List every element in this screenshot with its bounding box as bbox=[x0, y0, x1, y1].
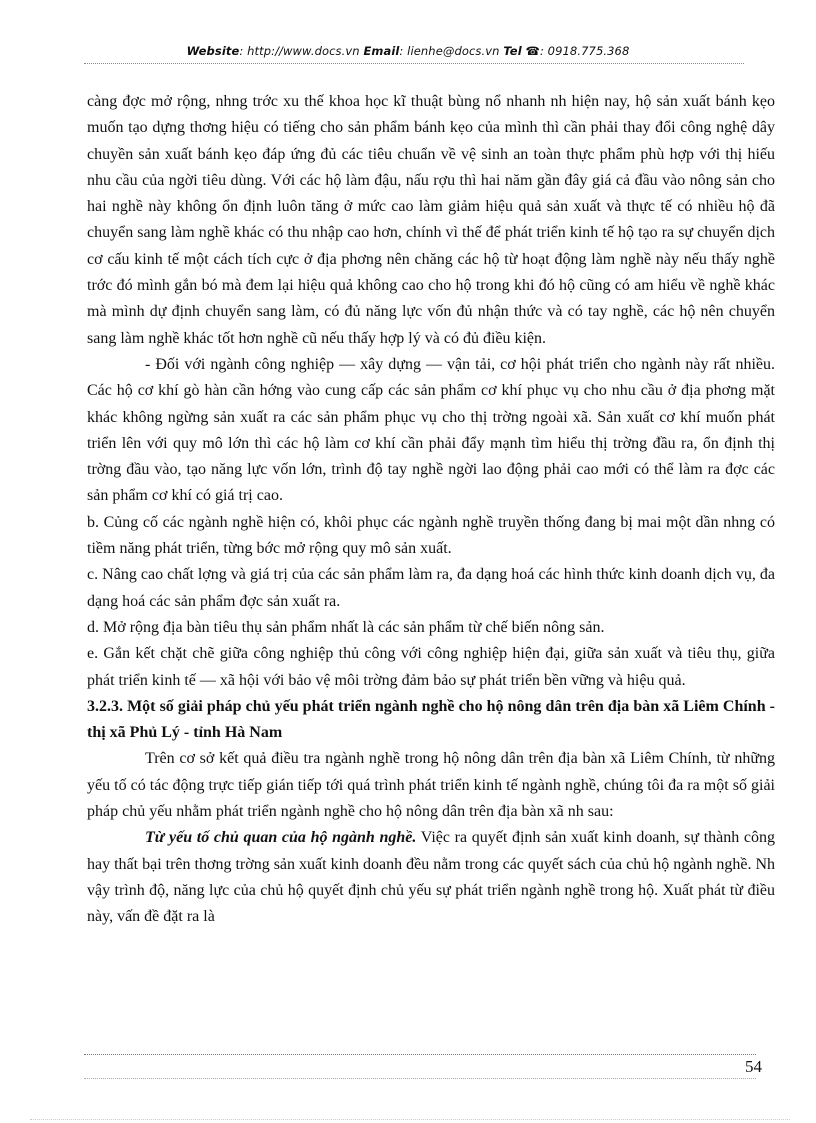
list-item-b: b. Củng cố các ngành nghề hiện có, khôi phục các ngành nghề truyền thống đang bị mai một dần nhng có tiềm năng phát triển, từng bớc mở rộng quy mô sản xuất. bbox=[87, 513, 775, 558]
footer-divider-lower bbox=[84, 1078, 756, 1079]
list-item-c: c. Nâng cao chất lợng và giá trị của các sản phẩm làm ra, đa dạng hoá các hình thức kinh doanh dịch vụ, đa dạng hoá các sản phẩm đợc sản xuất ra. bbox=[87, 566, 775, 610]
page-header bbox=[0, 44, 816, 58]
list-item-e: e. Gắn kết chặt chẽ giữa công nghiệp thủ công với công nghiệp hiện đại, giữa sản xuất và tiêu thụ, giữa phát triển kinh tế — xã hội với bảo vệ môi trờng đảm bảo sự phát triển bền vững và hiệu quả. bbox=[87, 645, 775, 689]
email-label: Email bbox=[363, 44, 400, 58]
phone-icon: ☎ bbox=[525, 44, 540, 58]
tel-label: Tel bbox=[503, 44, 522, 58]
paragraph-continuation: càng đợc mở rộng, nhng trớc xu thế khoa học kĩ thuật bùng nổ nhanh nh hiện nay, hộ sản xuất bánh kẹo muốn tạo dựng thơng hiệu có tiếng cho sản phẩm bánh kẹo của mình thì cần phải thay đổi công nghệ dây chuyền sản xuất bánh kẹo đáp ứng đủ các tiêu chuẩn về vệ sinh an toàn thực phẩm phù hợp với thị hiếu nhu cầu của ngời tiêu dùng. Với các hộ làm đậu, nấu rợu thì hai năm gần đây giá cả đầu vào nông sản cho hai nghề này không ổn định luôn tăng ở mức cao làm giảm hiệu quả sản xuất và thực tế có nhiều hộ đã chuyển sang làm nghề khác có thu nhập cao hơn, chính vì thế để phát triển kinh tế hộ tạo ra sự chuyển dịch cơ cấu kinh tế một cách tích cực ở địa phơng nên chăng các hộ từ hoạt động làm nghề này nếu thấy nghề trớc đó mình gắn bó mà đem lại hiệu quả không cao cho hộ trong khi đó hộ cũng có am hiểu về nghề khác mà mình dự định chuyển sang làm, có đủ năng lực vốn đủ nhận thức và có tay nghề, các hộ nên chuyển sang làm nghề khác tốt hơn nghề cũ nếu thấy hợp lý và có đủ điều kiện. bbox=[87, 93, 775, 347]
list-item-d: d. Mở rộng địa bàn tiêu thụ sản phẩm nhất là các sản phẩm từ chế biến nông sản. bbox=[87, 618, 605, 636]
page-number: 54 bbox=[745, 1057, 762, 1076]
paragraph-industry: - Đối với ngành công nghiệp — xây dựng — vận tải, cơ hội phát triển cho ngành này rất nhiều. Các hộ cơ khí gò hàn cần hớng vào cung cấp các sản phẩm cơ khí phục vụ cho nhu cầu ở địa phơng mặt khác không ngừng sản xuất ra các sản phẩm phục vụ cho thị trờng ngoài xã. Sản xuất cơ khí muốn phát triển lên với quy mô lớn thì các hộ làm cơ khí cần phải đẩy mạnh tìm hiểu thị trờng đầu ra, ổn định thị trờng đầu vào, tạo năng lực vốn lớn, trình độ tay nghề ngời lao động phải cao mới có thể làm ra đợc các sản phẩm cơ khí có giá trị cao. bbox=[87, 355, 775, 505]
paragraph-subjective-factor bbox=[87, 825, 775, 930]
paragraph-intro: Trên cơ sở kết quả điều tra ngành nghề trong hộ nông dân trên địa bàn xã Liêm Chính, từ những yếu tố có tác động trực tiếp gián tiếp tới quá trình phát triển kinh tế ngành nghề, chúng tôi đa ra một số giải pháp chủ yếu nhằm phát triển ngành nghề cho hộ nông dân trên địa bàn xã nh sau: bbox=[87, 750, 775, 821]
page-edge-divider bbox=[30, 1119, 790, 1120]
website-value[interactable]: : http://www.docs.vn bbox=[239, 44, 360, 58]
header-divider bbox=[84, 63, 744, 64]
document-body bbox=[87, 89, 775, 931]
lead-phrase: Từ yếu tố chủ quan của hộ ngành nghề. bbox=[145, 829, 417, 847]
website-label: Website bbox=[186, 44, 240, 58]
section-heading: 3.2.3. Một số giải pháp chủ yếu phát triển ngành nghề cho hộ nông dân trên địa bàn xã Liêm Chính - thị xã Phủ Lý - tỉnh Hà Nam bbox=[87, 697, 775, 742]
tel-value: : 0918.775.368 bbox=[539, 44, 630, 58]
lead-text: Việc ra quyết định sản xuất kinh doanh, sự thành công hay thất bại trên thơng trờng sản xuất kinh doanh đều nằm trong các quyết sách của chủ hộ ngành nghề. Nh vậy trình độ, năng lực của chủ hộ quyết định chủ yếu sự phát triển ngành nghề trong hộ. Xuất phát từ điều này, vấn đề đặt ra là bbox=[87, 829, 776, 926]
email-value[interactable]: : lienhe@docs.vn bbox=[399, 44, 500, 58]
footer-divider bbox=[84, 1054, 756, 1055]
